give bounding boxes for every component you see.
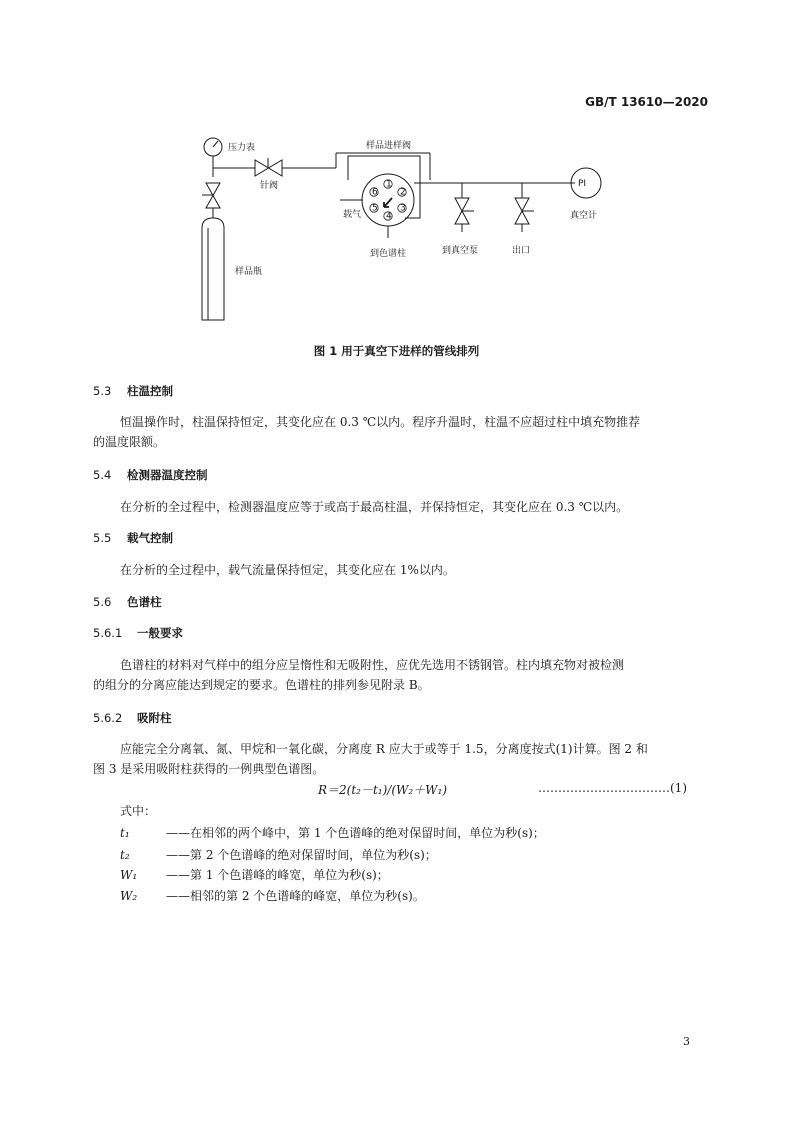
paragraph-line: 图 3 是采用吸附柱获得的一例典型色谱图。 [93,762,325,776]
label-needle-valve: 针阀 [260,181,279,191]
variable-definition [120,824,545,841]
section-number: 5.3 [93,384,112,398]
section-title: 色谱柱 [127,595,162,609]
variable-definition [120,887,425,904]
section-title: 柱温控制 [127,384,173,398]
paragraph-line: 应能完全分离氧、氮、甲烷和一氧化碳，分离度 R 应大于或等于 1.5，分离度按式(1)计算。图 2 和 [120,742,648,756]
variable-definition [120,866,389,883]
variable-description: ——第 1 个色谱峰的峰宽，单位为秒(s)； [166,868,389,882]
label-pi: PI [578,179,587,189]
variable-definition [120,846,437,863]
paragraph-line: 的温度限额。 [93,435,166,449]
section-number: 5.6.1 [93,626,123,640]
section-title: 吸附柱 [137,711,172,725]
valve-port-1: 1 [386,179,392,190]
paragraph-line: 色谱柱的材料对气样中的组分应呈惰性和无吸附性，应优先选用不锈钢管。柱内填充物对被检测 [120,658,625,672]
section-5-3-heading [93,383,173,399]
valve-port-4: 4 [386,211,392,222]
section-title: 检测器温度控制 [127,468,208,482]
paragraph-line: 恒温操作时，柱温保持恒定，其变化应在 0.3 ℃以内。程序升温时，柱温不应超过柱中填充物推荐 [120,415,641,429]
valve-port-2: 2 [400,187,406,198]
label-carrier-gas: 载气 [343,210,362,220]
section-number: 5.4 [93,468,112,482]
paragraph-line: 的组分的分离应能达到规定的要求。色谱柱的排列参见附录 B。 [93,678,430,692]
section-5-4-heading [93,467,208,483]
valve-port-5: 5 [372,203,378,214]
label-to-column: 到色谱柱 [370,249,407,259]
label-outlet: 出口 [512,246,531,256]
section-title: 载气控制 [127,531,173,545]
section-number: 5.6 [93,595,112,609]
paragraph-line: 在分析的全过程中，检测器温度应等于或高于最高柱温，并保持恒定，其变化应在 0.3 ℃以内。 [120,500,629,514]
valve-port-3: 3 [400,203,406,214]
piping-diagram [180,128,630,328]
valve-rotor-arrow-icon [384,198,392,207]
equation: R＝2(t₂－t₁)/(W₂＋W₁) [318,783,447,797]
variable-symbol: W₂ [120,889,138,903]
label-vacuum-gauge: 真空计 [570,211,598,221]
variable-symbol: t₁ [120,826,130,840]
sample-bottle-icon [202,218,224,320]
section-5-6-heading [93,594,162,610]
section-5-6-1-heading [93,625,183,641]
section-number: 5.6.2 [93,711,123,725]
figure-caption: 图 1 用于真空下进样的管线排列 [313,344,480,358]
section-5-5-heading [93,530,173,546]
label-pressure-gauge: 压力表 [228,143,256,153]
equation-number: ……………………………(1) [538,781,687,795]
section-number: 5.5 [93,531,112,545]
variable-description: ——相邻的第 2 个色谱峰的峰宽，单位为秒(s)。 [166,889,425,903]
section-5-6-2-heading [93,710,172,726]
standard-number: GB/T 13610—2020 [585,95,708,109]
section-title: 一般要求 [137,626,183,640]
valve-port-6: 6 [372,187,378,198]
where-label: 式中： [120,804,157,818]
variable-symbol: t₂ [120,848,130,862]
page-number: 3 [683,1035,690,1048]
label-to-vacuum-pump: 到真空泵 [442,246,479,256]
variable-description: ——第 2 个色谱峰的绝对保留时间，单位为秒(s)； [166,848,437,862]
paragraph-line: 在分析的全过程中，载气流量保持恒定，其变化应在 1%以内。 [120,563,455,577]
variable-description: ——在相邻的两个峰中，第 1 个色谱峰的绝对保留时间，单位为秒(s)； [166,826,545,840]
label-sampling-valve: 样品进样阀 [366,141,412,151]
variable-symbol: W₁ [120,868,138,882]
label-sample-bottle: 样品瓶 [235,267,263,277]
